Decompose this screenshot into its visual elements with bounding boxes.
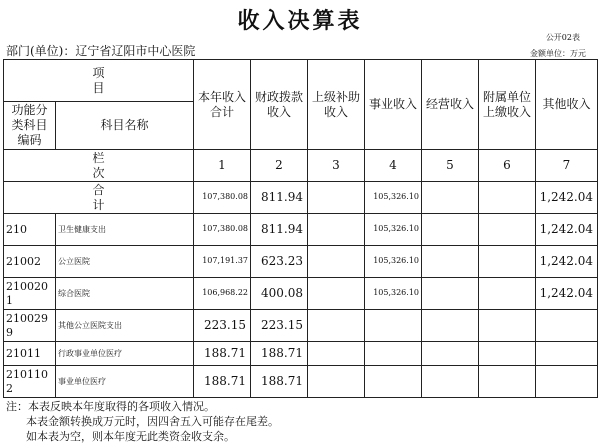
form-code: 公开02表 <box>545 33 580 42</box>
cell-code: 2100299 <box>4 310 56 342</box>
amount-unit: 金额单位：万元 <box>530 49 586 58</box>
func-code-header: 功能分类科目编码 <box>4 102 56 150</box>
col-header-superior: 上级补助收入 <box>308 60 365 150</box>
cell-business: 105,326.10 <box>365 278 422 310</box>
total-label: 合计 <box>4 182 194 214</box>
cell-total: 106,968.22 <box>194 278 251 310</box>
cell-empty <box>308 214 365 246</box>
cell-empty <box>422 214 479 246</box>
cell-name: 综合医院 <box>56 278 194 310</box>
cell-other <box>536 342 598 366</box>
footnotes <box>6 399 279 444</box>
cell-empty <box>479 182 536 214</box>
cell-empty <box>308 366 365 398</box>
cell-name: 其他公立医院支出 <box>56 310 194 342</box>
item-header: 项目 <box>4 60 194 102</box>
cell-business <box>365 342 422 366</box>
col-number: 6 <box>479 150 536 182</box>
cell-other: 1,242.04 <box>536 214 598 246</box>
cell-code: 21011 <box>4 342 56 366</box>
col-number: 1 <box>194 150 251 182</box>
cell-fiscal: 223.15 <box>251 310 308 342</box>
income-table <box>3 59 598 398</box>
col-header-business: 事业收入 <box>365 60 422 150</box>
cell-fiscal: 400.08 <box>251 278 308 310</box>
cell-empty <box>479 278 536 310</box>
cell-total: 188.71 <box>194 342 251 366</box>
col-header-other: 其他收入 <box>536 60 598 150</box>
cell-empty <box>422 342 479 366</box>
cell-name: 事业单位医疗 <box>56 366 194 398</box>
cell-empty <box>422 278 479 310</box>
cell-code: 210 <box>4 214 56 246</box>
total-row <box>4 182 598 214</box>
table-row <box>4 310 598 342</box>
cell-fiscal: 188.71 <box>251 366 308 398</box>
cell-empty <box>308 182 365 214</box>
cell-empty <box>479 366 536 398</box>
cell-empty <box>308 342 365 366</box>
table-row <box>4 246 598 278</box>
cell-fiscal: 623.23 <box>251 246 308 278</box>
cell-business: 105,326.10 <box>365 246 422 278</box>
cell-fiscal: 188.71 <box>251 342 308 366</box>
col-number: 3 <box>308 150 365 182</box>
cell-name: 卫生健康支出 <box>56 214 194 246</box>
cell-total: 223.15 <box>194 310 251 342</box>
cell-total: 107,380.08 <box>194 214 251 246</box>
col-header-affiliated: 附属单位上缴收入 <box>479 60 536 150</box>
cell-empty <box>479 214 536 246</box>
department-label: 部门(单位)：辽宁省辽阳市中心医院 <box>6 44 196 58</box>
cell-fiscal: 811.94 <box>251 182 308 214</box>
col-header-total: 本年收入合计 <box>194 60 251 150</box>
cell-empty <box>422 366 479 398</box>
col-header-fiscal: 财政拨款收入 <box>251 60 308 150</box>
cell-total: 188.71 <box>194 366 251 398</box>
table-row <box>4 366 598 398</box>
page-title: 收入决算表 <box>237 8 363 34</box>
cell-other: 1,242.04 <box>536 246 598 278</box>
cell-code: 2100201 <box>4 278 56 310</box>
cell-empty <box>422 310 479 342</box>
cell-empty <box>308 246 365 278</box>
note-line: 本表金额转换成万元时，因四舍五入可能存在尾差。 <box>26 415 279 428</box>
cell-business: 105,326.10 <box>365 214 422 246</box>
cell-other <box>536 366 598 398</box>
cell-business <box>365 310 422 342</box>
cell-other <box>536 310 598 342</box>
table-row <box>4 342 598 366</box>
table-row <box>4 278 598 310</box>
cell-fiscal: 811.94 <box>251 214 308 246</box>
cell-empty <box>479 310 536 342</box>
col-number: 2 <box>251 150 308 182</box>
note-line: 如本表为空，则本年度无此类资金收支余。 <box>26 430 235 443</box>
table-row <box>4 214 598 246</box>
subject-name-header: 科目名称 <box>56 102 194 150</box>
cell-business: 105,326.10 <box>365 182 422 214</box>
cell-other: 1,242.04 <box>536 182 598 214</box>
cell-empty <box>308 278 365 310</box>
col-number: 5 <box>422 150 479 182</box>
cell-total: 107,191.37 <box>194 246 251 278</box>
col-row-label: 栏次 <box>4 150 194 182</box>
cell-empty <box>422 246 479 278</box>
cell-other: 1,242.04 <box>536 278 598 310</box>
header-row <box>4 60 598 102</box>
cell-name: 公立医院 <box>56 246 194 278</box>
cell-empty <box>479 246 536 278</box>
col-number: 7 <box>536 150 598 182</box>
cell-empty <box>308 310 365 342</box>
cell-business <box>365 366 422 398</box>
cell-empty <box>479 342 536 366</box>
col-number: 4 <box>365 150 422 182</box>
cell-total: 107,380.08 <box>194 182 251 214</box>
col-header-operating: 经营收入 <box>422 60 479 150</box>
column-number-row <box>4 150 598 182</box>
cell-code: 21002 <box>4 246 56 278</box>
cell-name: 行政事业单位医疗 <box>56 342 194 366</box>
note-line: 注：本表反映本年度取得的各项收入情况。 <box>6 400 215 413</box>
cell-code: 2101102 <box>4 366 56 398</box>
cell-empty <box>422 182 479 214</box>
